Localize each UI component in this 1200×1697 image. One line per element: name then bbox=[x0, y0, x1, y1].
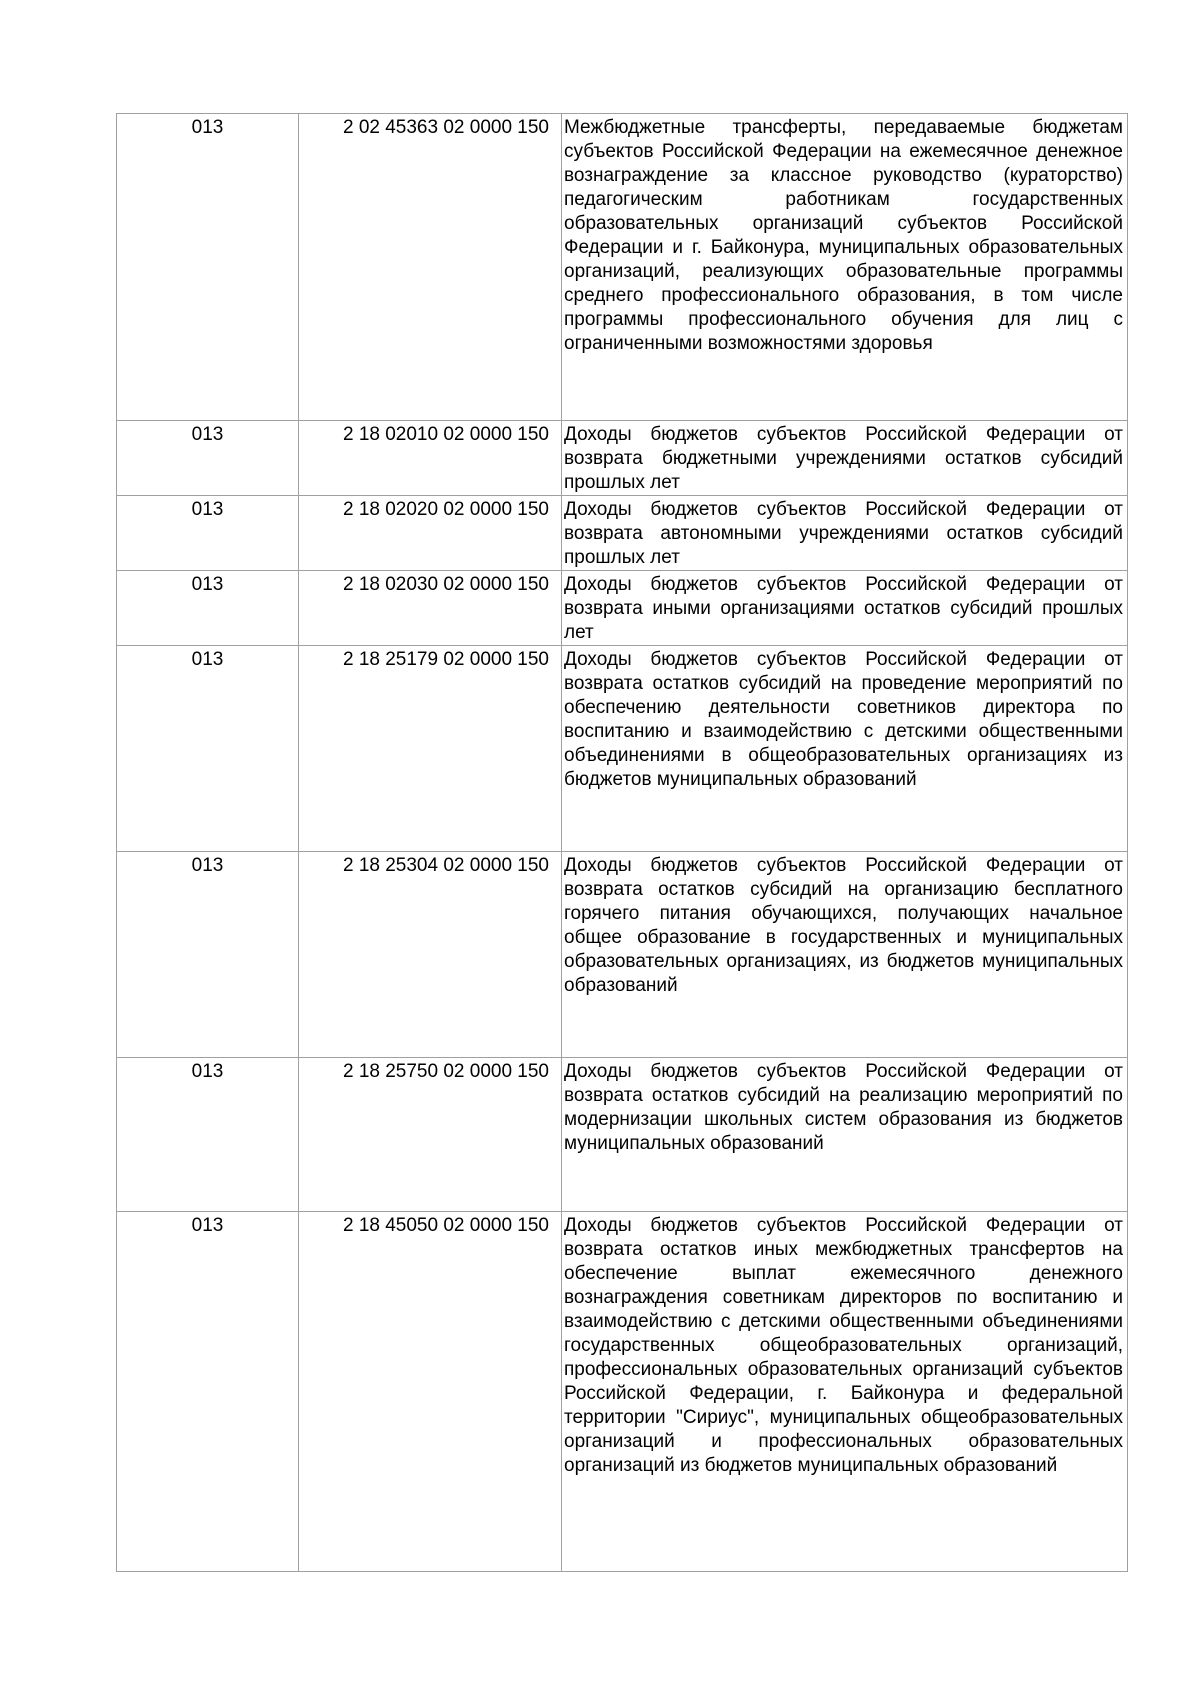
revenue-codes-table bbox=[116, 113, 1128, 1572]
budget-code-cell: 2 18 25304 02 0000 150 bbox=[299, 852, 562, 1058]
description-cell: Доходы бюджетов субъектов Российской Федерации от возврата остатков субсидий на реализацию мероприятий по модернизации школьных систем образования из бюджетов муниципальных образований bbox=[562, 1058, 1128, 1212]
description-cell: Доходы бюджетов субъектов Российской Федерации от возврата остатков субсидий на организацию бесплатного горячего питания обучающихся, получающих начальное общее образование в государственных и муниципальных образовательных организациях, из бюджетов муниципальных образований bbox=[562, 852, 1128, 1058]
table-row bbox=[117, 1212, 1128, 1572]
admin-code-cell: 013 bbox=[117, 571, 299, 646]
table-row bbox=[117, 1058, 1128, 1212]
budget-code-cell: 2 18 02020 02 0000 150 bbox=[299, 496, 562, 571]
description-cell: Доходы бюджетов субъектов Российской Федерации от возврата иными организациями остатков субсидий прошлых лет bbox=[562, 571, 1128, 646]
budget-code-cell: 2 18 25179 02 0000 150 bbox=[299, 646, 562, 852]
budget-code-cell: 2 02 45363 02 0000 150 bbox=[299, 114, 562, 421]
table-row bbox=[117, 421, 1128, 496]
description-cell: Доходы бюджетов субъектов Российской Федерации от возврата остатков иных межбюджетных трансфертов на обеспечение выплат ежемесячного денежного вознаграждения советникам директоров по воспитанию и взаимодействию с детскими общественными объединениями государственных общеобразовательных организаций, профессиональных образовательных организаций субъектов Российской Федерации, г. Байконура и федеральной территории "Сириус", муниципальных общеобразовательных организаций и профессиональных образовательных организаций из бюджетов муниципальных образований bbox=[562, 1212, 1128, 1572]
budget-code-cell: 2 18 02030 02 0000 150 bbox=[299, 571, 562, 646]
admin-code-cell: 013 bbox=[117, 852, 299, 1058]
admin-code-cell: 013 bbox=[117, 1058, 299, 1212]
table-row bbox=[117, 646, 1128, 852]
description-cell: Доходы бюджетов субъектов Российской Федерации от возврата бюджетными учреждениями остатков субсидий прошлых лет bbox=[562, 421, 1128, 496]
admin-code-cell: 013 bbox=[117, 496, 299, 571]
table-row bbox=[117, 571, 1128, 646]
admin-code-cell: 013 bbox=[117, 646, 299, 852]
budget-code-cell: 2 18 25750 02 0000 150 bbox=[299, 1058, 562, 1212]
budget-code-cell: 2 18 02010 02 0000 150 bbox=[299, 421, 562, 496]
description-cell: Доходы бюджетов субъектов Российской Федерации от возврата автономными учреждениями остатков субсидий прошлых лет bbox=[562, 496, 1128, 571]
table-row bbox=[117, 114, 1128, 421]
admin-code-cell: 013 bbox=[117, 114, 299, 421]
table-row bbox=[117, 852, 1128, 1058]
table-row bbox=[117, 496, 1128, 571]
description-cell: Доходы бюджетов субъектов Российской Федерации от возврата остатков субсидий на проведение мероприятий по обеспечению деятельности советников директора по воспитанию и взаимодействию с детскими общественными объединениями в общеобразовательных организациях из бюджетов муниципальных образований bbox=[562, 646, 1128, 852]
admin-code-cell: 013 bbox=[117, 421, 299, 496]
description-cell: Межбюджетные трансферты, передаваемые бюджетам субъектов Российской Федерации на ежемесячное денежное вознаграждение за классное руководство (кураторство) педагогическим работникам государственных образовательных организаций субъектов Российской Федерации и г. Байконура, муниципальных образовательных организаций, реализующих образовательные программы среднего профессионального образования, в том числе программы профессионального обучения для лиц с ограниченными возможностями здоровья bbox=[562, 114, 1128, 421]
budget-code-cell: 2 18 45050 02 0000 150 bbox=[299, 1212, 562, 1572]
admin-code-cell: 013 bbox=[117, 1212, 299, 1572]
